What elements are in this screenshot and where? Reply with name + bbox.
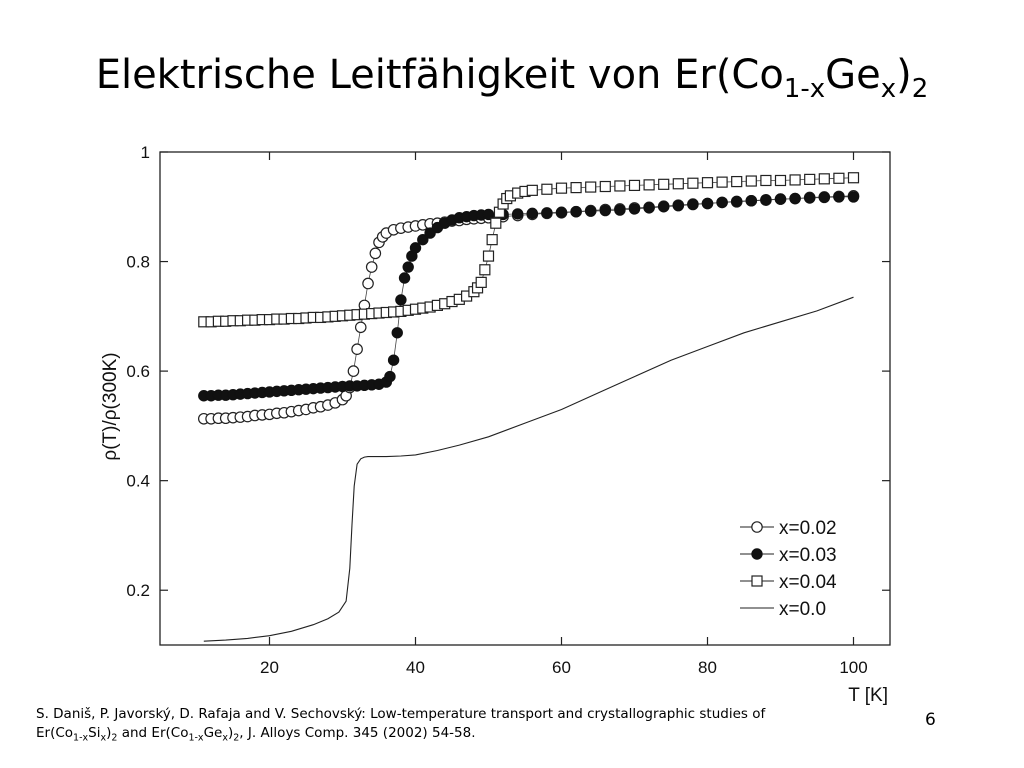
data-point [834, 173, 844, 183]
title-prefix: Elektrische Leitfähigkeit von Er(Co [95, 52, 784, 98]
citation-text: Er(Co [36, 725, 74, 741]
title-mid: Ge [825, 52, 881, 98]
data-point [615, 181, 625, 191]
legend-label: x=0.03 [779, 545, 837, 566]
x-tick-label: 20 [260, 658, 279, 677]
y-axis [126, 143, 890, 600]
citation-line-2 [36, 724, 856, 748]
x-tick-label: 80 [698, 658, 717, 677]
data-point [805, 174, 815, 184]
data-point [586, 206, 596, 216]
data-point [805, 193, 815, 203]
y-tick-label: 0.4 [126, 471, 150, 491]
x-axis-title: T [K] [848, 685, 888, 706]
citation-sub: x [222, 732, 228, 744]
data-point [703, 178, 713, 188]
legend-marker [752, 549, 762, 559]
legend-item [740, 599, 826, 620]
citation-line-1: S. Daniš, P. Javorský, D. Rafaja and V. Sechovský: Low-temperature transport and crystallographic studies of [36, 706, 766, 722]
y-tick-label: 0.2 [126, 581, 150, 601]
data-point [644, 203, 654, 213]
x-axis [260, 152, 868, 677]
data-point [556, 207, 566, 217]
data-point [385, 371, 395, 381]
data-point [487, 235, 497, 245]
data-point [348, 366, 358, 376]
data-point [688, 199, 698, 209]
x-tick-label: 60 [552, 658, 571, 677]
data-point [659, 202, 669, 212]
citation [36, 705, 856, 748]
citation-text: , J. Alloys Comp. 345 (2002) 54-58. [239, 725, 476, 741]
data-point [571, 207, 581, 217]
data-point [717, 197, 727, 207]
y-axis-title: ρ(T)/ρ(300K) [100, 352, 121, 461]
series-x=0.03 [199, 192, 859, 401]
x-tick-label: 40 [406, 658, 425, 677]
data-point [688, 178, 698, 188]
data-point [586, 182, 596, 192]
data-point [513, 209, 523, 219]
page-number: 6 [925, 710, 936, 730]
data-point [352, 344, 362, 354]
y-tick-label: 1 [140, 143, 150, 162]
data-point [527, 208, 537, 218]
data-point [702, 198, 712, 208]
series-line [204, 297, 854, 641]
data-point [732, 196, 742, 206]
legend-label: x=0.0 [779, 599, 827, 620]
citation-sub: 2 [233, 732, 240, 744]
citation-sub: 2 [111, 732, 118, 744]
legend-item [740, 518, 837, 539]
data-point [849, 173, 859, 183]
data-point [790, 175, 800, 185]
legend-item [740, 572, 837, 593]
citation-text: ) [106, 725, 112, 741]
data-point [396, 295, 406, 305]
data-point [370, 248, 380, 258]
data-point [363, 278, 373, 288]
title-sub-3: 2 [911, 74, 929, 104]
citation-sub: 1-x [73, 732, 89, 744]
data-point [629, 204, 639, 214]
title-sub-1: 1-x [783, 74, 826, 104]
series-connector [204, 197, 854, 396]
legend-marker [752, 576, 762, 586]
legend-item [740, 545, 837, 566]
legend-marker [752, 522, 762, 532]
data-point [491, 218, 501, 228]
series-layer [199, 173, 859, 641]
data-point [848, 192, 858, 202]
data-point [819, 174, 829, 184]
data-point [557, 183, 567, 193]
title-close: ) [896, 52, 912, 98]
legend-label: x=0.04 [779, 572, 837, 593]
data-point [410, 243, 420, 253]
data-point [542, 208, 552, 218]
x-tick-label: 100 [839, 658, 868, 677]
data-point [644, 180, 654, 190]
data-point [480, 265, 490, 275]
citation-text: Ge [203, 725, 223, 741]
data-point [673, 179, 683, 189]
data-point [600, 182, 610, 192]
data-point [615, 205, 625, 215]
citation-text: Si [88, 725, 101, 741]
legend [740, 518, 837, 620]
title-sub-2: x [880, 74, 897, 104]
data-point [392, 328, 402, 338]
data-point [403, 262, 413, 272]
data-point [484, 251, 494, 261]
data-point [542, 184, 552, 194]
data-point [834, 192, 844, 202]
data-point [761, 175, 771, 185]
data-point [630, 180, 640, 190]
y-tick-label: 0.6 [126, 362, 150, 382]
data-point [746, 196, 756, 206]
data-point [746, 176, 756, 186]
citation-sub: 1-x [188, 732, 204, 744]
data-point [527, 185, 537, 195]
data-point [571, 183, 581, 193]
citation-text: ) [227, 725, 234, 741]
data-point [659, 179, 669, 189]
data-point [775, 194, 785, 204]
series-x=0.04 [199, 173, 859, 327]
data-point [399, 273, 409, 283]
data-point [476, 277, 486, 287]
data-point [776, 175, 786, 185]
y-tick-label: 0.8 [126, 252, 150, 272]
data-point [356, 322, 366, 332]
legend-label: x=0.02 [779, 518, 837, 539]
data-point [388, 355, 398, 365]
data-point [600, 205, 610, 215]
data-point [819, 192, 829, 202]
series-x=0.0 [204, 297, 854, 641]
citation-text: and Er(Co [117, 725, 189, 741]
data-point [673, 200, 683, 210]
data-point [790, 193, 800, 203]
citation-sub: x [100, 732, 107, 744]
data-point [732, 177, 742, 187]
data-point [761, 194, 771, 204]
data-point [367, 262, 377, 272]
data-point [717, 177, 727, 187]
